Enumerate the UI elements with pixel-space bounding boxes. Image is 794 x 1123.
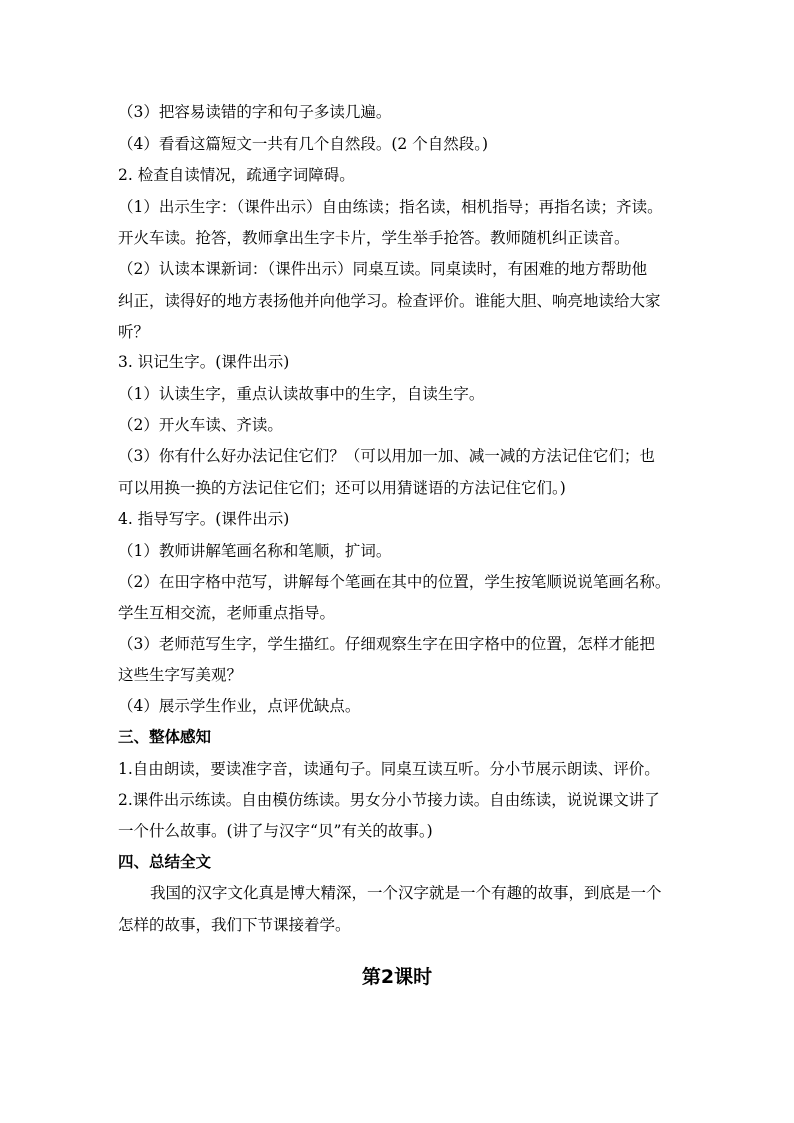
text-line: （4）展示学生作业，点评优缺点。 [118, 697, 361, 715]
section-heading: 三、整体感知 [118, 728, 212, 746]
text-line: （1）认读生字，重点认读故事中的生字，自读生字。 [118, 385, 485, 403]
text-line: （2）开火车读、齐读。 [118, 416, 283, 434]
text-line: （3）老师范写生字，学生描红。仔细观察生字在田字格中的位置，怎样才能把 [118, 635, 655, 653]
text-line: （1）教师讲解笔画名称和笔顺，扩词。 [118, 542, 392, 560]
text-line: （4）看看这篇短文一共有几个自然段。(2 个自然段。) [118, 135, 488, 153]
text-line: 4. 指导写字。(课件出示) [118, 510, 290, 528]
text-line: 听？ [118, 323, 150, 341]
text-line: 怎样的故事，我们下节课接着学。 [118, 916, 351, 934]
text-line: 开火车读。抢答，教师拿出生字卡片，学生举手抢答。教师随机纠正读音。 [118, 229, 630, 247]
text-line: 2. 检查自读情况，疏通字词障碍。 [118, 166, 355, 184]
text-line: 2.课件出示练读。自由模仿练读。男女分小节接力读。自由练读，说说课文讲了 [118, 791, 660, 809]
text-line: 可以用换一换的方法记住它们；还可以用猜谜语的方法记住它们。) [118, 479, 566, 497]
lesson-title: 第2课时 [361, 966, 433, 988]
section-heading: 四、总结全文 [118, 853, 212, 871]
text-line: （2）认读本课新词：（课件出示）同桌互读。同桌读时，有困难的地方帮助他 [118, 260, 648, 278]
text-line: （3）你有什么好办法记住它们？（可以用加一加、减一减的方法记住它们；也 [118, 447, 655, 465]
text-line: 学生互相交流，老师重点指导。 [118, 604, 336, 622]
text-line: （2）在田字格中范写，讲解每个笔画在其中的位置，学生按笔顺说说笔画名称。 [118, 573, 671, 591]
text-line: 这些生字写美观？ [118, 666, 243, 684]
text-line: 1.自由朗读，要读准字音，读通句子。同桌互读互听。分小节展示朗读、评价。 [118, 760, 660, 778]
text-line: （3）把容易读错的字和句子多读几遍。 [118, 103, 392, 121]
text-line: 纠正，读得好的地方表扬他并向他学习。检查评价。谁能大胆、响亮地读给大家 [118, 292, 661, 310]
text-line: 我国的汉字文化真是博大精深，一个汉字就是一个有趣的故事，到底是一个 [150, 884, 662, 902]
text-line: （1）出示生字：（课件出示）自由练读；指名读，相机指导；再指名读；齐读。 [118, 198, 663, 216]
text-line: 3. 识记生字。(课件出示) [118, 353, 290, 371]
text-line: 一个什么故事。(讲了与汉字“贝”有关的故事。) [118, 822, 433, 840]
